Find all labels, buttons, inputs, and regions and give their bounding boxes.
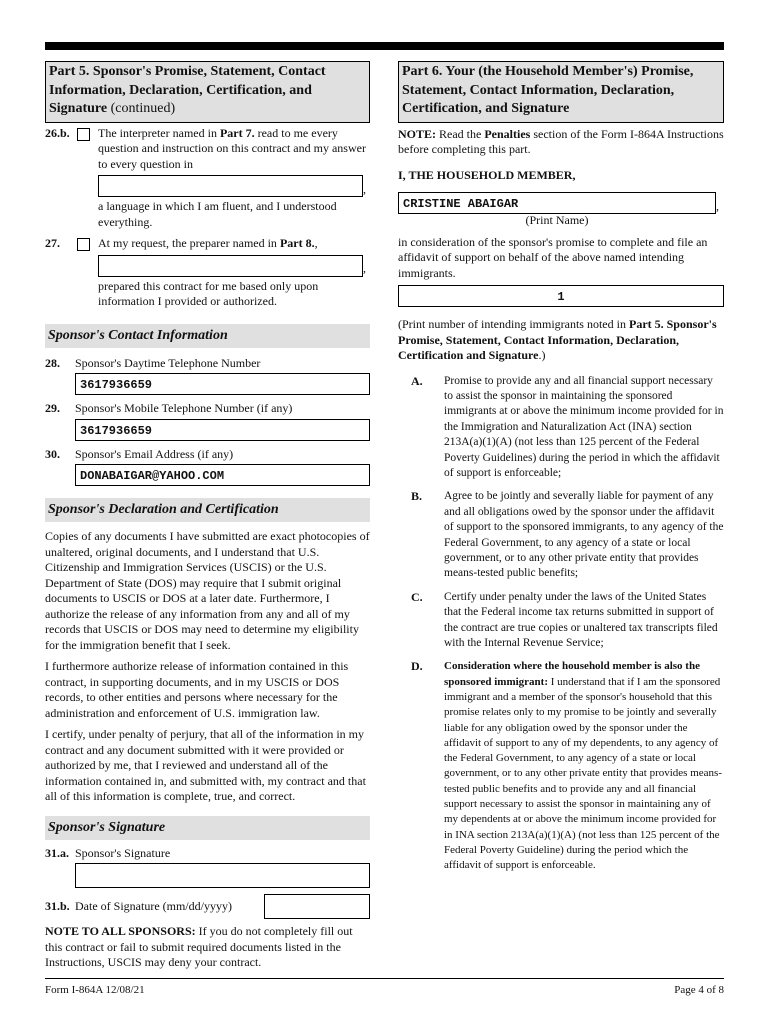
page-footer [45, 978, 724, 999]
item-text: prepared this contract for me based only upon information I provided or authorized. [98, 278, 319, 308]
item-text-bold: Part 8. [279, 236, 315, 250]
field-31b [45, 894, 370, 919]
field-label: Sponsor's Mobile Telephone Number (if any) [75, 401, 293, 415]
note-text: If you do not completely fill out this contract or fail to submit required documents listed in the Instructions, USCIS may deny your contract. [45, 924, 353, 969]
item-text: I understand that if I am the sponsored immigrant and a member of the sponsor's household that this promise relates only to my promise to be jointly and severally liable for any obligation owed by the sponsor under the affidavit of support to any of my dependents, to any agency of the Federal Government, to any agency of a state or local government, or to any other private entity that provides means-tested public benefits and to provide any and all financial support necessary to assist the sponsor in maintaining any of my dependents at or above the minimum income provided for in INA section 213A(a)(1)(A) (not less than 125 percent of the Federal Poverty Guideline) during the period which the affidavit of support is enforceable. [444, 675, 722, 872]
item-number: 29. [45, 401, 60, 415]
note-text: section of the Form I-864A Instructions before completing this part. [398, 126, 724, 156]
household-name-input[interactable]: CRISTINE ABAIGAR [398, 192, 716, 214]
field-label: Sponsor's Daytime Telephone Number [75, 355, 261, 370]
item-number: 31.b. [45, 898, 70, 913]
part5-continued: (continued) [110, 101, 176, 116]
item-text: Agree to be jointly and severally liable for payment of any and all obligations owed by the sponsor under the affidavit of support to the sponsored immigrants, to any agency of the Federal Government, to any agency of a state or local government, or to any other private entity that provides means-tested public benefits; [444, 490, 724, 580]
promise-item-c [398, 590, 724, 652]
household-heading: I, THE HOUSEHOLD MEMBER, [398, 167, 576, 182]
item-number: 28. [45, 355, 60, 370]
note-text-bold: Part 5. Sponsor's Promise, Statement, Contact Information, Declaration, Certification and Signature [398, 317, 717, 362]
item-text: At my request, the preparer named in [98, 236, 280, 250]
preparer-checkbox[interactable] [77, 238, 90, 251]
item-text: a language in which I am fluent, and I understood everything. [98, 199, 337, 229]
interpreter-checkbox[interactable] [77, 128, 90, 141]
item-text: , [314, 236, 318, 250]
item-text-bold: Part 7. [219, 125, 255, 140]
note-text-bold: Penalties [484, 126, 531, 141]
item-number: 31.a. [45, 845, 69, 860]
print-name-caption: (Print Name) [525, 213, 589, 227]
form-id: Form I-864A 12/08/21 [45, 984, 145, 996]
item-26b: 26.b. The interpreter named in Part 7. read to me every question and instruction on this contract and my answer to every question in , a language in which I am fluent, and I understood everything. [45, 126, 370, 231]
promise-item-d [398, 659, 724, 873]
item-letter: B. [411, 489, 423, 504]
part6-note [398, 127, 724, 158]
item-letter: D. [411, 659, 423, 674]
field-label: Sponsor's Email Address (if any) [75, 446, 234, 461]
field-30 [45, 447, 370, 487]
item-text-bold: Consideration where the household member is also the sponsored immigrant: [444, 660, 700, 688]
promise-item-a [398, 374, 724, 482]
note-text: .) [538, 348, 546, 362]
item-text: Certify under penalty under the laws of the United States that the Federal income tax returns submitted in support of the contract are true copies or unaltered tax transcripts filed with the Internal Revenue Service; [444, 590, 718, 649]
part6-column: Part 6. Your (the Household Member's) Promise, Statement, Contact Information, Declaration, Certification, and Signature NOTE: Read the Penalties section of the Form I-864A Instructions before completing this part. I, THE HOUSEHOLD MEMBER, CRISTINE ABAIGAR , (Print Name) in consideration of the sponsor's promise to complete and file an affidavit of support on behalf of the above named intending immigrants. 1 (Print number of intending immigrants noted in Part 5. Sponsor's Promise, Statement, Contact Information, Declaration, Certification and Signature.) A. Promise to provide any and all financial support necessary to assist the sponsor in maintaining the sponsored immigrants at or above the minimum income provided for in the Immigration and Naturalization Act (INA) section 213A(a)(1)(A) (not less than 125 percent of the Federal Poverty Guidelines) during the period in which the affidavit of support is enforceable; B. Agree to be jointly and severally liable for payment of any and all obligations owed by the sponsor under the affidavit of support to the sponsored immigrants, to any agency of the Federal Government, to any agency of a state or local government, or to any other private entity that provides means-tested public benefits; C. Certify under penalty under the laws of the United States that the Federal income tax returns submitted in support of the contract are true copies or unaltered tax transcripts filed with the Internal Revenue Service; D. Consideration where the household member is also the sponsored immigrant: I understand that if I am the sponsored immigrant and a member of the sponsor's household that this promise relates only to my promise to be jointly and severally liable for any obligation owed by the sponsor under the affidavit of support to any of my dependents, to any agency of the Federal Government, to any agency of a state or local government, or to any other private entity that provides means-tested public benefits and to provide any and all financial support necessary to assist the sponsor in maintaining any of my dependents at or above the minimum income provided for in INA section 213A(a)(1)(A) (not less than 125 percent of the Federal Poverty Guideline) during the period which the affidavit of support is enforceable. [398, 61, 724, 874]
item-number: 30. [45, 446, 60, 461]
declaration-section-header: Sponsor's Declaration and Certification [45, 498, 370, 522]
consideration-text: in consideration of the sponsor's promise to complete and file an affidavit of support on behalf of the above named intending immigrants. [398, 234, 708, 280]
part6-header: Part 6. Your (the Household Member's) Promise, Statement, Contact Information, Declaration, Certification, and Signature [398, 61, 724, 123]
declaration-paragraph: I furthermore authorize release of information contained in this contract, in supporting documents, and in my USCIS or DOS records, to other entities and persons where necessary for the administration and enforcement of U.S. immigration law. [45, 659, 349, 720]
field-31a [45, 846, 370, 889]
item-letter: A. [411, 373, 423, 388]
item-text: read to me every question and instruction on this contract and my answer to every question in [98, 125, 366, 171]
print-number-note [398, 317, 724, 364]
preparer-input[interactable] [98, 255, 363, 277]
mobile-phone-input[interactable]: 3617936659 [75, 419, 370, 441]
daytime-phone-input[interactable]: 3617936659 [75, 373, 370, 395]
signature-date-input[interactable] [264, 894, 370, 919]
language-input[interactable] [98, 175, 363, 197]
item-letter: C. [411, 589, 423, 604]
field-29 [45, 401, 370, 441]
promise-item-b [398, 489, 724, 581]
item-number: 27. [45, 236, 60, 250]
sponsor-note [45, 924, 370, 971]
part5-title: Part 5. Sponsor's Promise, Statement, Contact Information, Declaration, Certification, and Signature [49, 64, 326, 116]
item-text: The interpreter named in [98, 125, 220, 140]
field-28 [45, 356, 370, 396]
field-label: Date of Signature (mm/dd/yyyy) [75, 898, 232, 913]
email-input[interactable]: DONABAIGAR@YAHOO.COM [75, 464, 370, 486]
contact-section-header: Sponsor's Contact Information [45, 324, 370, 348]
intending-immigrants-count-input[interactable]: 1 [398, 285, 724, 307]
part5-column [45, 61, 370, 971]
item-text: Promise to provide any and all financial support necessary to assist the sponsor in maintaining the sponsored immigrants at or above the minimum income provided for in the Immigration and Naturalization Act (INA) section 213A(a)(1)(A) (not less than 125 percent of the Federal Poverty Guidelines) during the period in which the affidavit of support is enforceable; [444, 374, 724, 479]
note-text: Read the [436, 126, 485, 141]
part5-header [45, 61, 370, 123]
note-label: NOTE TO ALL SPONSORS: [45, 924, 196, 938]
signature-section-header: Sponsor's Signature [45, 816, 370, 840]
signature-input[interactable] [75, 863, 370, 888]
page-number: Page 4 of 8 [674, 984, 724, 996]
note-text: (Print number of intending immigrants noted in [398, 317, 629, 331]
declaration-paragraph: I certify, under penalty of perjury, that all of the information in my contract and any document submitted with it were provided or authorized by me, that I reviewed and understand all of the information contained in, and submitted with, my contract and that all of this information is complete, true, and correct. [45, 727, 366, 803]
item-27: 27. At my request, the preparer named in Part 8., , prepared this contract for me based only upon information I provided or authorized. [45, 236, 370, 310]
item-number: 26.b. [45, 125, 70, 140]
top-rule [45, 42, 724, 50]
declaration-paragraph: Copies of any documents I have submitted are exact photocopies of unaltered, original documents, and I understand that U.S. Citizenship and Immigration Services (USCIS) or the U.S. Department of State (DOS) may require that I submit original documents to USCIS or DOS at a later date. Furthermore, I authorize the release of any information from any and all of my records that USCIS or DOS may need to determine my eligibility for the immigration benefit that I seek. [45, 529, 370, 652]
note-label: NOTE: [398, 126, 437, 141]
field-label: Sponsor's Signature [75, 845, 171, 860]
